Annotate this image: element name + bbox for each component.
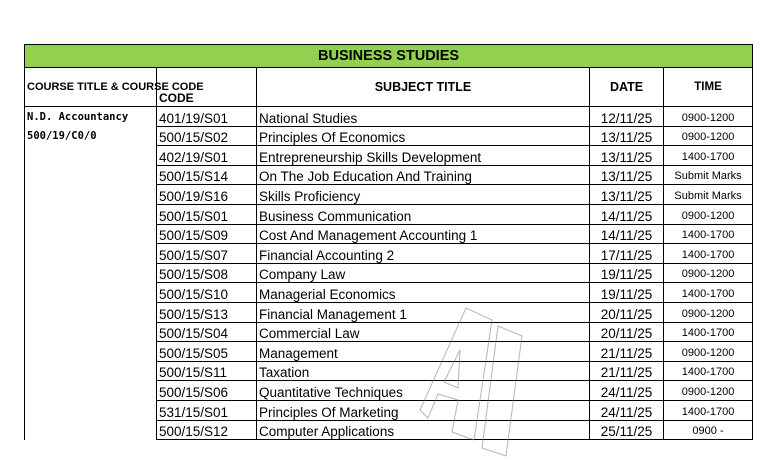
cell-code: 500/15/S02 — [157, 126, 257, 146]
cell-time: 0900-1200 — [664, 342, 753, 362]
cell-code: 402/19/S01 — [157, 146, 257, 166]
cell-code: 500/15/S13 — [157, 302, 257, 322]
cell-code: 500/15/S06 — [157, 381, 257, 401]
cell-time: 0900-1200 — [664, 263, 753, 283]
cell-time: 1400-1700 — [664, 244, 753, 264]
cell-subject: On The Job Education And Training — [257, 165, 590, 185]
cell-code: 500/15/S12 — [157, 420, 257, 440]
header-course: COURSE TITLE & COURSE CODE — [25, 68, 157, 107]
cell-subject: Cost And Management Accounting 1 — [257, 224, 590, 244]
cell-subject: Quantitative Techniques — [257, 381, 590, 401]
cell-date: 21/11/25 — [590, 361, 664, 381]
cell-subject: Computer Applications — [257, 420, 590, 440]
cell-subject: Skills Proficiency — [257, 185, 590, 205]
section-header-row — [25, 45, 753, 68]
cell-code: 500/15/S09 — [157, 224, 257, 244]
cell-subject: National Studies — [257, 107, 590, 127]
cell-subject: Business Communication — [257, 204, 590, 224]
cell-subject: Managerial Economics — [257, 283, 590, 303]
cell-time: 1400-1700 — [664, 322, 753, 342]
cell-code: 500/15/S07 — [157, 244, 257, 264]
cell-subject: Taxation — [257, 361, 590, 381]
cell-code: 500/15/S05 — [157, 342, 257, 362]
header-time: TIME — [664, 68, 753, 107]
cell-time: 0900-1200 — [664, 107, 753, 127]
cell-code: 500/19/S16 — [157, 185, 257, 205]
cell-date: 14/11/25 — [590, 204, 664, 224]
cell-time: Submit Marks — [664, 165, 753, 185]
cell-subject: Principles Of Marketing — [257, 400, 590, 420]
cell-time: Submit Marks — [664, 185, 753, 205]
cell-date: 12/11/25 — [590, 107, 664, 127]
cell-subject: Financial Management 1 — [257, 302, 590, 322]
cell-subject: Commercial Law — [257, 322, 590, 342]
cell-subject: Principles Of Economics — [257, 126, 590, 146]
cell-subject: Entrepreneurship Skills Development — [257, 146, 590, 166]
header-subject: SUBJECT TITLE — [257, 68, 590, 107]
cell-time: 1400-1700 — [664, 400, 753, 420]
cell-time: 1400-1700 — [664, 146, 753, 166]
cell-date: 20/11/25 — [590, 302, 664, 322]
cell-code: 500/15/S10 — [157, 283, 257, 303]
cell-time: 0900-1200 — [664, 126, 753, 146]
table-row — [25, 107, 753, 127]
header-date: DATE — [590, 68, 664, 107]
cell-date: 19/11/25 — [590, 283, 664, 303]
course-cell — [25, 107, 157, 440]
cell-time: 0900-1200 — [664, 381, 753, 401]
cell-code: 500/15/S14 — [157, 165, 257, 185]
cell-date: 19/11/25 — [590, 263, 664, 283]
cell-date: 14/11/25 — [590, 224, 664, 244]
cell-subject: Company Law — [257, 263, 590, 283]
header-code: CODE — [157, 68, 257, 107]
cell-time: 1400-1700 — [664, 361, 753, 381]
cell-date: 20/11/25 — [590, 322, 664, 342]
cell-code: 500/15/S11 — [157, 361, 257, 381]
cell-date: 17/11/25 — [590, 244, 664, 264]
cell-date: 13/11/25 — [590, 146, 664, 166]
course-title: N.D. Accountancy — [27, 111, 129, 123]
cell-date: 24/11/25 — [590, 381, 664, 401]
cell-time: 1400-1700 — [664, 224, 753, 244]
cell-code: 500/15/S08 — [157, 263, 257, 283]
cell-code: 531/15/S01 — [157, 400, 257, 420]
cell-time: 1400-1700 — [664, 283, 753, 303]
cell-date: 21/11/25 — [590, 342, 664, 362]
cell-code: 500/15/S04 — [157, 322, 257, 342]
cell-code: 401/19/S01 — [157, 107, 257, 127]
cell-time: 0900-1200 — [664, 302, 753, 322]
cell-date: 25/11/25 — [590, 420, 664, 440]
cell-date: 24/11/25 — [590, 400, 664, 420]
cell-date: 13/11/25 — [590, 126, 664, 146]
column-header-row — [25, 68, 753, 107]
timetable — [24, 44, 753, 440]
cell-time: 0900 - — [664, 420, 753, 440]
cell-time: 0900-1200 — [664, 204, 753, 224]
section-title: BUSINESS STUDIES — [25, 45, 753, 68]
cell-date: 13/11/25 — [590, 185, 664, 205]
cell-date: 13/11/25 — [590, 165, 664, 185]
cell-subject: Management — [257, 342, 590, 362]
course-code: 500/19/C0/0 — [27, 130, 97, 142]
cell-code: 500/15/S01 — [157, 204, 257, 224]
cell-subject: Financial Accounting 2 — [257, 244, 590, 264]
